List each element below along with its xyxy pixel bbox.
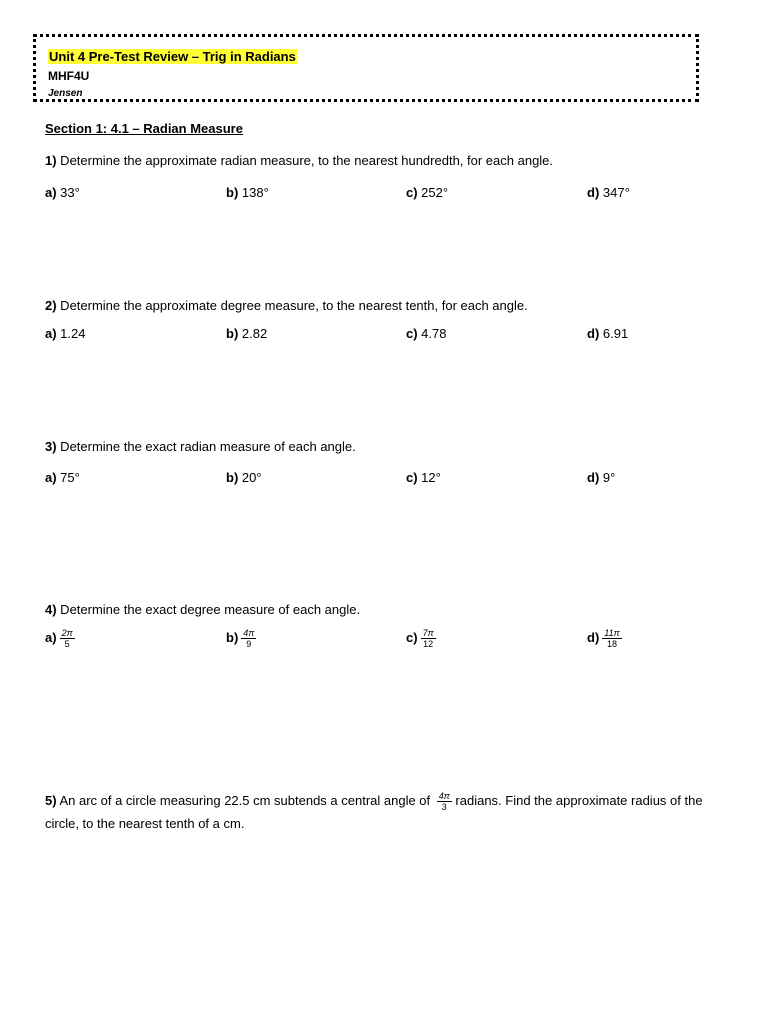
question-text: Determine the approximate radian measure, to the nearest hundredth, for each angle.	[56, 153, 554, 168]
q1-option-c: c) 252°	[406, 185, 449, 200]
question-text-start: An arc of a circle measuring 22.5 cm subtends a central angle of	[56, 793, 434, 808]
question-1	[45, 153, 553, 168]
fraction: $\frac{11\pi}{18}$	[604, 628, 620, 649]
q1-option-a: a) 33°	[45, 185, 80, 200]
teacher-name: Jensen	[48, 88, 83, 99]
question-5	[45, 789, 725, 835]
q3-option-b: b) 20°	[226, 470, 262, 485]
question-number: 1)	[45, 153, 57, 168]
q3-option-d: d) 9°	[587, 470, 616, 485]
question-number: 4)	[45, 602, 57, 617]
question-number: 2)	[45, 298, 57, 313]
q3-option-a: a) 75°	[45, 470, 80, 485]
question-number: 5)	[45, 793, 57, 808]
q4-option-d: d) $\frac{11\pi}{18}$	[587, 628, 620, 649]
fraction: $\frac{7\pi}{12}$	[422, 628, 434, 649]
question-text: Determine the exact degree measure of each angle.	[56, 602, 361, 617]
question-text-end: radians. Find the approximate radius of the circle, to the nearest tenth of a cm.	[45, 793, 703, 832]
question-3	[45, 439, 356, 454]
q4-option-a: a) $\frac{2\pi}{5}$	[45, 628, 73, 649]
question-text: Determine the exact radian measure of each angle.	[56, 439, 356, 454]
q1-option-d: d) 347°	[587, 185, 630, 200]
question-number: 3)	[45, 439, 57, 454]
fraction: $\frac{4\pi}{3}$	[438, 791, 450, 813]
q2-option-a: a) 1.24	[45, 326, 86, 341]
question-2	[45, 298, 528, 313]
q2-option-c: c) 4.78	[406, 326, 447, 341]
fraction: $\frac{2\pi}{5}$	[61, 628, 73, 649]
question-text: Determine the approximate degree measure, to the nearest tenth, for each angle.	[56, 298, 528, 313]
question-4	[45, 602, 360, 617]
course-code: MHF4U	[48, 69, 90, 83]
q3-option-c: c) 12°	[406, 470, 441, 485]
q4-option-c: c) $\frac{7\pi}{12}$	[406, 628, 434, 649]
fraction: $\frac{4\pi}{9}$	[243, 628, 255, 649]
header-box	[33, 34, 699, 102]
q1-option-b: b) 138°	[226, 185, 269, 200]
section-heading: Section 1: 4.1 – Radian Measure	[45, 121, 243, 136]
q2-option-b: b) 2.82	[226, 326, 268, 341]
worksheet-title: Unit 4 Pre-Test Review – Trig in Radians	[49, 49, 296, 64]
q4-option-b: b) $\frac{4\pi}{9}$	[226, 628, 255, 649]
q2-option-d: d) 6.91	[587, 326, 629, 341]
